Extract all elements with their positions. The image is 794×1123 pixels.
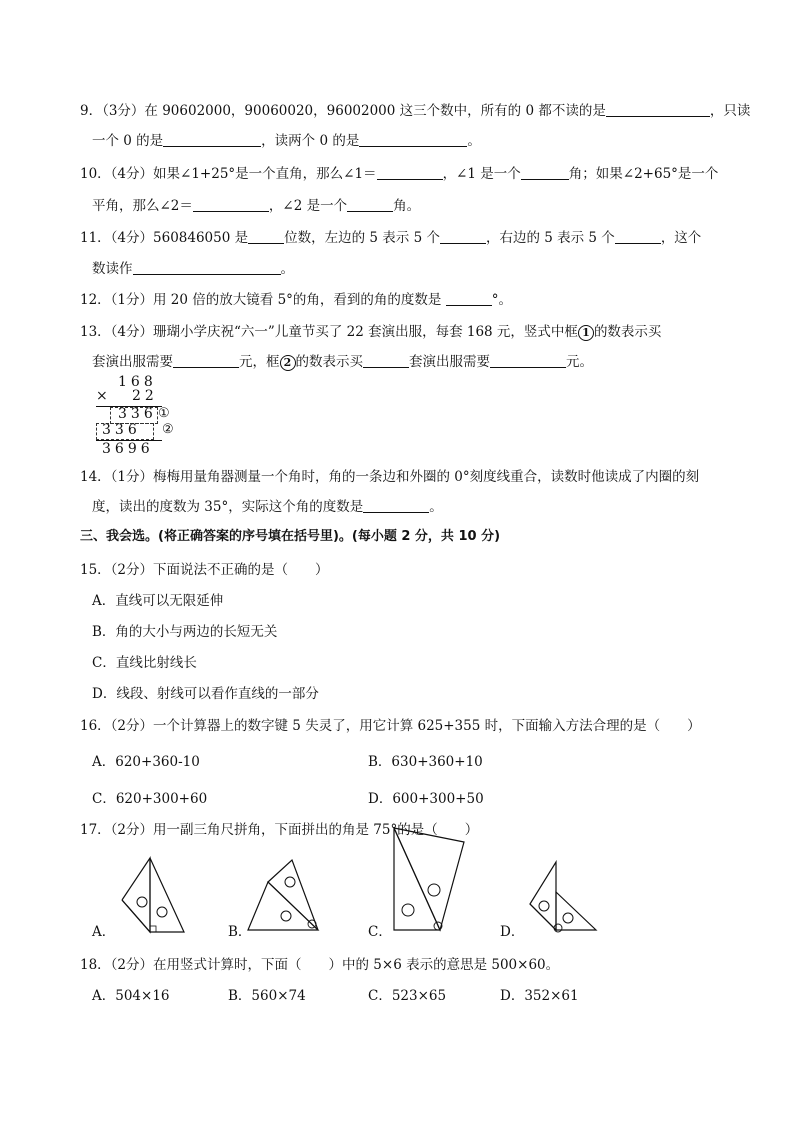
vertical-multiplication (96, 374, 196, 464)
q17-figure-d[interactable] (500, 840, 610, 940)
circle-2-badge: 2 (280, 355, 296, 371)
q10-text-a: 10．（4分）如果∠1+25°是一个直角，那么∠1＝ (80, 166, 377, 182)
q17-label-b: B． (228, 924, 252, 940)
q17-label-a: A． (92, 924, 116, 940)
q17-label-d: D． (500, 924, 525, 940)
q17-stem: 17．（2分）用一副三角尺拼角，下面拼出的角是 75°的是（ ） (80, 822, 479, 838)
calc-row-336-a: 336 (118, 406, 157, 422)
calc-multiply-sign: × (96, 388, 112, 404)
q9-blank3[interactable] (359, 132, 467, 147)
q14-text-c: 。 (429, 499, 443, 515)
section-3-heading: 三、我会选。(将正确答案的序号填在括号里)。(每小题 2 分，共 10 分) (80, 529, 501, 544)
q15-option-b[interactable]: B．角的大小与两边的长短无关 (92, 624, 278, 640)
q9-text-c: 。 (467, 133, 481, 149)
q15-option-a[interactable]: A．直线可以无限延伸 (92, 593, 224, 609)
q15-stem: 15．（2分）下面说法不正确的是（ ） (80, 562, 329, 578)
q12-text-end: °。 (491, 292, 512, 308)
q10-text-e: ，∠2 是一个 (268, 198, 348, 214)
calc-row-22: 22 (132, 388, 158, 404)
q11-blank2[interactable] (440, 229, 486, 244)
q10-blank2[interactable] (521, 165, 569, 180)
q13-line1 (80, 322, 661, 342)
q12-blank[interactable] (446, 291, 492, 306)
q11-text-c: ，右边的 5 表示 5 个 (485, 230, 615, 246)
q13-text-d: 元，框 (239, 354, 280, 370)
q13-text-e: 的数表示买 (295, 354, 363, 370)
q10-text-d: 平角，那么∠2＝ (92, 198, 193, 214)
q13-blank2[interactable] (363, 353, 409, 368)
q11-text-f: 。 (280, 261, 294, 277)
q11-text-b: 位数，左边的 5 表示 5 个 (284, 230, 440, 246)
q9-line2 (92, 131, 481, 151)
q10-text-c: 角；如果∠2+65°是一个 (568, 166, 719, 182)
q13-text-g: 元。 (566, 354, 593, 370)
q14-text-b: 度，读出的度数为 35°，实际这个角的度数是 (92, 499, 364, 515)
q9-text-end: ，只读 (709, 103, 751, 119)
q13-blank3[interactable] (490, 353, 566, 368)
q18-stem: 18．（2分）在用竖式计算时，下面（ ）中的 5×6 表示的意思是 500×60。 (80, 957, 560, 973)
q10-blank4[interactable] (347, 197, 393, 212)
circle-1-badge: 1 (578, 325, 594, 341)
q12-line (80, 290, 512, 310)
q13-blank1[interactable] (173, 353, 239, 368)
q9-blank2[interactable] (163, 132, 261, 147)
q10-text-f: 角。 (393, 198, 421, 214)
calc-row-168: 168 (118, 374, 157, 390)
calc-row-3696: 3696 (102, 441, 154, 457)
q9-text-b: ，读两个 0 的是 (261, 133, 360, 149)
q10-text-b: ，∠1 是一个 (442, 166, 521, 182)
q17-label-c: C． (368, 924, 392, 940)
q11-line2 (92, 259, 294, 279)
q14-line1 (80, 467, 699, 487)
q18-option-a[interactable]: A．504×16 (92, 988, 170, 1004)
calc-mark-1: ① (158, 406, 170, 421)
q16-option-d[interactable]: D．600+300+50 (368, 791, 484, 807)
q9-text-a: 一个 0 的是 (92, 133, 164, 149)
q13-text-a: 13．（4分）珊瑚小学庆祝“六一”儿童节买了 22 套演出服，每套 168 元，竖式中框 (80, 324, 578, 340)
q10-blank3[interactable] (193, 197, 269, 212)
q16-option-b[interactable]: B．630+360+10 (368, 754, 483, 770)
q14-line2 (92, 497, 443, 517)
q14-text-a: 14．（1分）梅梅用量角器测量一个角时，角的一条边和外圈的 0°刻度线重合，读数时他读成了内圈的刻 (80, 469, 700, 485)
calc-mark-2: ② (162, 422, 174, 437)
q17-figure-a[interactable] (92, 840, 202, 940)
q16-option-c[interactable]: C．620+300+60 (92, 791, 208, 807)
q16-stem: 16．（2分）一个计算器上的数字键 5 失灵了，用它计算 625+355 时，下面输入方法合理的是（ ） (80, 718, 701, 734)
q17-figure-b[interactable] (228, 840, 338, 940)
q15-option-d[interactable]: D．线段、射线可以看作直线的一部分 (92, 686, 319, 702)
q9-text: 9．（3分）在 90602000，90060020，96002000 这三个数中，所有的 0 都不读的是 (80, 103, 606, 119)
q18-option-d[interactable]: D．352×61 (500, 988, 579, 1004)
q17-figure-c[interactable] (368, 812, 478, 940)
q13-text-c: 套演出服需要 (92, 354, 173, 370)
q18-option-b[interactable]: B．560×74 (228, 988, 306, 1004)
q10-blank1[interactable] (377, 165, 443, 180)
q12-text: 12．（1分）用 20 倍的放大镜看 5°的角，看到的角的度数是 (80, 292, 442, 308)
q13-text-b: 的数表示买 (593, 324, 662, 340)
q11-text-a: 11．（4分）560846050 是 (80, 230, 249, 246)
q11-text-d: ，这个 (660, 230, 702, 246)
q13-line2 (92, 352, 593, 372)
calc-row-336-b: 336 (102, 422, 141, 438)
q14-blank[interactable] (363, 498, 429, 513)
q10-line1 (80, 164, 718, 184)
q11-blank1[interactable] (248, 229, 284, 244)
q18-option-c[interactable]: C．523×65 (368, 988, 447, 1004)
q11-text-e: 数读作 (92, 261, 133, 277)
q15-option-c[interactable]: C．直线比射线长 (92, 655, 197, 671)
q16-option-a[interactable]: A．620+360-10 (92, 754, 200, 770)
q13-text-f: 套演出服需要 (409, 354, 490, 370)
q11-blank4[interactable] (133, 260, 281, 275)
q11-blank3[interactable] (615, 229, 661, 244)
q10-line2 (92, 196, 420, 216)
q9-blank1[interactable] (606, 102, 710, 117)
q9-line1 (80, 101, 750, 121)
q11-line1 (80, 228, 701, 248)
